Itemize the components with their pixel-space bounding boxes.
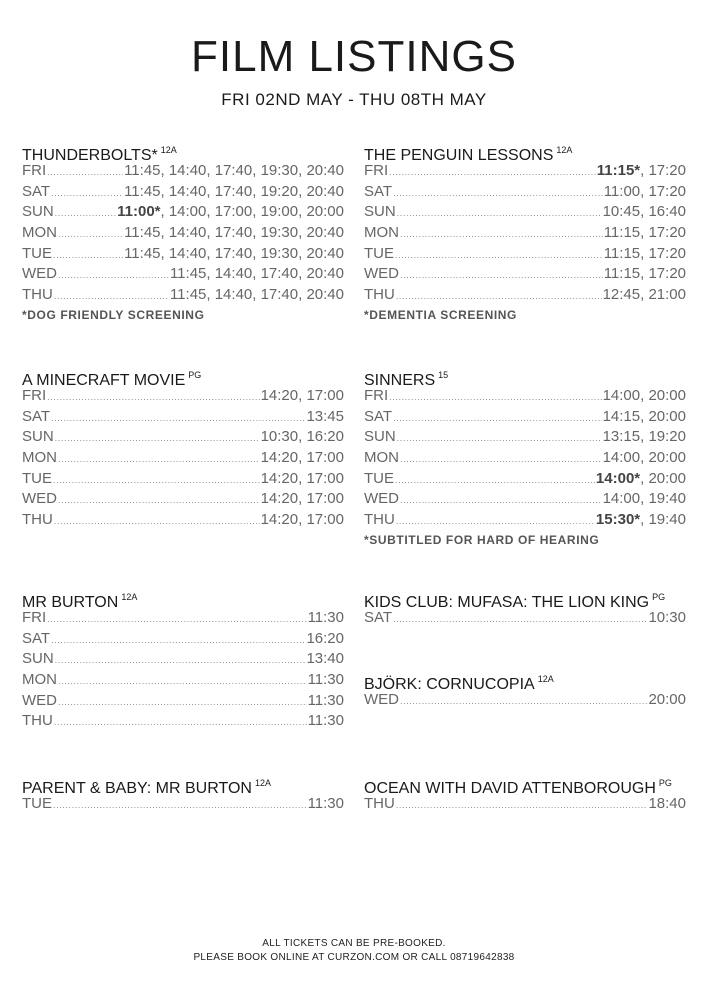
- showtime-list: 18:40: [648, 795, 686, 812]
- day-label: SAT: [364, 407, 393, 425]
- day-label: WED: [22, 265, 57, 283]
- day-label: FRI: [22, 387, 47, 404]
- showtime-list: 12:45, 21:00: [602, 286, 686, 304]
- showtimes: [648, 608, 686, 629]
- age-rating: 12A: [556, 145, 573, 155]
- showtime-row: [364, 489, 686, 510]
- showtimes: [604, 182, 686, 203]
- showtime-list: 14:15, 20:00: [602, 407, 686, 425]
- day-label: SUN: [22, 428, 54, 446]
- dot-leader: [397, 428, 602, 449]
- day-label: SAT: [22, 182, 51, 200]
- showtime-list: 11:30: [307, 795, 344, 812]
- showtime-list: 10:45, 16:40: [602, 203, 686, 221]
- film-title-text: MR BURTON: [22, 594, 119, 611]
- showtime-row: [364, 223, 686, 244]
- film-listing: [364, 669, 686, 711]
- showtimes: [124, 223, 344, 244]
- showtime-list: , 17:20: [640, 162, 686, 179]
- film-title-text: SINNERS: [364, 372, 436, 389]
- dot-leader: [54, 712, 307, 733]
- screening-note: *SUBTITLED FOR HARD OF HEARING: [364, 532, 600, 547]
- showtimes: [596, 510, 686, 531]
- dot-leader: [58, 692, 307, 713]
- dot-leader: [53, 470, 260, 491]
- day-label: MON: [22, 449, 57, 467]
- showtime-row: [364, 448, 686, 469]
- showtime-row: [22, 469, 344, 490]
- day-label: WED: [22, 490, 57, 508]
- age-rating: 12A: [160, 145, 177, 155]
- showtimes: [604, 223, 686, 244]
- showtime-row: [364, 244, 686, 265]
- age-rating: PG: [188, 370, 202, 380]
- day-label: MON: [22, 224, 57, 242]
- showtimes: [124, 244, 344, 265]
- day-label: FRI: [364, 162, 389, 179]
- showtimes: [124, 161, 344, 182]
- showtimes: [603, 427, 686, 448]
- dot-leader: [389, 162, 596, 183]
- showtimes: [124, 182, 344, 203]
- dot-leader: [58, 490, 260, 511]
- dot-leader: [58, 265, 169, 286]
- showtime-row: [364, 285, 686, 306]
- dot-leader: [395, 470, 595, 491]
- showtime-row: [22, 608, 344, 629]
- film-listing: [364, 587, 686, 629]
- showtime-row: [364, 608, 686, 629]
- dot-leader: [400, 449, 602, 470]
- dot-leader: [53, 245, 123, 266]
- dot-leader: [397, 203, 602, 224]
- showtime-row: [22, 448, 344, 469]
- dot-leader: [400, 265, 603, 286]
- showtime-row: [22, 691, 344, 712]
- showtimes: [308, 711, 344, 732]
- showtimes: [603, 489, 686, 510]
- showtimes: [308, 670, 344, 691]
- dot-leader: [393, 609, 647, 630]
- dot-leader: [393, 408, 602, 429]
- showtime-list: 13:45: [306, 407, 344, 425]
- showtime-list: 11:30: [307, 691, 344, 709]
- showtimes: [170, 285, 344, 306]
- showtime-list: 14:20, 17:00: [260, 469, 344, 487]
- day-label: SAT: [22, 407, 51, 425]
- showtime-list: 11:45, 14:40, 17:40, 19:30, 20:40: [124, 224, 344, 242]
- showtime-list: 13:15, 19:20: [602, 428, 686, 446]
- film-title: [364, 773, 686, 797]
- dot-leader: [55, 650, 306, 671]
- showtimes: [603, 386, 686, 407]
- dot-leader: [396, 795, 648, 816]
- showtime-row: [22, 202, 344, 223]
- showtime-row: [22, 386, 344, 407]
- day-label: SUN: [22, 203, 54, 221]
- day-label: TUE: [364, 244, 394, 262]
- day-label: FRI: [364, 387, 389, 404]
- dot-leader: [55, 428, 260, 449]
- film-title-text: A MINECRAFT MOVIE: [22, 372, 186, 389]
- showtimes: [604, 244, 686, 265]
- special-screening-time: 11:15*: [596, 162, 641, 179]
- showtimes: [117, 202, 344, 223]
- showtime-row: [22, 649, 344, 670]
- day-label: TUE: [22, 469, 52, 487]
- film-listing: [22, 587, 344, 732]
- showtime-list: 11:45, 14:40, 17:40, 19:20, 20:40: [124, 182, 344, 200]
- showtime-row: [22, 285, 344, 306]
- dot-leader: [389, 387, 601, 408]
- showtimes: [603, 407, 686, 428]
- day-label: WED: [364, 265, 399, 283]
- film-title-text: PARENT & BABY: MR BURTON: [22, 780, 252, 797]
- showtimes: [306, 407, 344, 428]
- film-title: [22, 773, 344, 797]
- age-rating: PG: [658, 778, 672, 788]
- showtime-list: 20:00: [648, 691, 686, 708]
- day-label: TUE: [22, 244, 52, 262]
- showtime-row: [364, 794, 686, 815]
- day-label: SUN: [364, 428, 396, 446]
- showtimes: [261, 427, 344, 448]
- showtime-row: [364, 427, 686, 448]
- age-rating: 12A: [254, 778, 271, 788]
- showtimes: [603, 285, 686, 306]
- showtime-row: [22, 427, 344, 448]
- dot-leader: [51, 183, 123, 204]
- showtime-row: [364, 510, 686, 531]
- showtimes: [261, 469, 344, 490]
- day-label: TUE: [22, 795, 52, 812]
- showtime-list: 11:30: [307, 712, 344, 730]
- age-rating: 15: [438, 370, 449, 380]
- showtime-row: [364, 202, 686, 223]
- showtime-list: 13:40: [306, 650, 344, 668]
- showtimes: [261, 448, 344, 469]
- showtimes: [306, 649, 344, 670]
- showtimes: [306, 629, 344, 650]
- showtime-list: 14:20, 17:00: [260, 449, 344, 467]
- showtime-row: [364, 386, 686, 407]
- day-label: WED: [22, 691, 57, 709]
- dot-leader: [51, 408, 305, 429]
- film-title: [22, 365, 344, 389]
- day-label: WED: [364, 490, 399, 508]
- footer: [0, 937, 708, 965]
- showtime-row: [22, 629, 344, 650]
- showtime-row: [22, 161, 344, 182]
- showtimes: [308, 691, 344, 712]
- showtime-row: [22, 182, 344, 203]
- showtime-list: 11:00, 17:20: [603, 182, 686, 200]
- showtime-row: [22, 244, 344, 265]
- page-title: FILM LISTINGS: [191, 32, 517, 81]
- film-title: [364, 669, 686, 693]
- day-label: THU: [22, 511, 53, 529]
- showtime-list: 11:15, 17:20: [603, 224, 686, 242]
- showtime-list: 14:00, 20:00: [602, 449, 686, 467]
- date-range: FRI 02ND MAY - THU 08TH MAY: [221, 90, 487, 109]
- day-label: THU: [364, 286, 395, 304]
- film-title: [22, 140, 344, 164]
- showtime-row: [22, 489, 344, 510]
- showtime-list: 14:20, 17:00: [260, 387, 344, 404]
- special-screening-time: 11:00*: [117, 203, 161, 221]
- showtime-row: [22, 407, 344, 428]
- dot-leader: [47, 387, 259, 408]
- dot-leader: [400, 691, 647, 712]
- film-title-text: THE PENGUIN LESSONS: [364, 147, 554, 164]
- film-listing: [364, 773, 686, 815]
- showtime-list: 11:45, 14:40, 17:40, 20:40: [169, 286, 344, 304]
- film-title: [364, 140, 686, 164]
- showtimes: [597, 161, 686, 182]
- film-title: [364, 587, 686, 611]
- showtimes: [308, 608, 344, 629]
- special-screening-time: 14:00*: [595, 469, 641, 487]
- age-rating: 12A: [537, 674, 554, 684]
- dot-leader: [400, 490, 602, 511]
- showtime-row: [22, 510, 344, 531]
- showtime-list: 14:20, 17:00: [260, 511, 344, 529]
- showtimes: [261, 489, 344, 510]
- showtime-list: 14:00, 19:40: [602, 490, 686, 508]
- showtime-list: , 20:00: [640, 469, 686, 487]
- showtime-row: [364, 182, 686, 203]
- screening-note: *DEMENTIA SCREENING: [364, 307, 517, 322]
- showtime-row: [364, 690, 686, 711]
- showtime-list: 10:30: [648, 609, 686, 626]
- dot-leader: [396, 511, 595, 532]
- film-title-text: THUNDERBOLTS*: [22, 147, 158, 164]
- film-title-text: OCEAN WITH DAVID ATTENBOROUGH: [364, 780, 656, 797]
- day-label: FRI: [22, 162, 47, 179]
- day-label: THU: [364, 795, 395, 812]
- day-label: MON: [364, 224, 399, 242]
- footer-contact: PLEASE BOOK ONLINE AT CURZON.COM OR CALL 08719642838: [193, 952, 515, 963]
- showtime-list: 11:15, 17:20: [603, 244, 686, 262]
- showtime-list: 11:15, 17:20: [603, 265, 686, 283]
- showtime-list: 11:45, 14:40, 17:40, 19:30, 20:40: [124, 162, 344, 179]
- showtimes: [261, 510, 344, 531]
- footer-booking-note: ALL TICKETS CAN BE PRE-BOOKED.: [262, 938, 446, 949]
- dot-leader: [54, 286, 169, 307]
- showtimes: [308, 794, 344, 815]
- dot-leader: [393, 183, 603, 204]
- showtimes: [603, 202, 686, 223]
- showtimes: [603, 448, 686, 469]
- screening-note: *DOG FRIENDLY SCREENING: [22, 307, 205, 322]
- special-screening-time: 15:30*: [595, 511, 641, 529]
- day-label: SUN: [364, 203, 396, 221]
- showtime-list: 11:30: [307, 671, 344, 689]
- day-label: WED: [364, 691, 399, 708]
- film-title: [22, 587, 344, 611]
- showtime-list: 10:30, 16:20: [260, 428, 344, 446]
- day-label: TUE: [364, 469, 394, 487]
- showtimes: [261, 386, 344, 407]
- showtime-row: [364, 161, 686, 182]
- day-label: SAT: [364, 609, 393, 626]
- film-listing: [22, 365, 344, 531]
- age-rating: 12A: [121, 592, 138, 602]
- day-label: THU: [22, 712, 53, 730]
- showtime-row: [364, 469, 686, 490]
- day-label: THU: [364, 511, 395, 529]
- showtime-row: [364, 407, 686, 428]
- dot-leader: [396, 286, 602, 307]
- showtime-list: 11:45, 14:40, 17:40, 20:40: [169, 265, 344, 283]
- showtime-list: , 14:00, 17:00, 19:00, 20:00: [160, 203, 344, 221]
- day-label: MON: [22, 671, 57, 689]
- day-label: FRI: [22, 609, 47, 626]
- dot-leader: [400, 224, 603, 245]
- film-title: [364, 365, 686, 389]
- day-label: MON: [364, 449, 399, 467]
- dot-leader: [53, 795, 307, 816]
- showtimes: [170, 264, 344, 285]
- age-rating: PG: [652, 592, 666, 602]
- dot-leader: [55, 203, 116, 224]
- film-listing: [364, 140, 686, 323]
- dot-leader: [47, 162, 123, 183]
- showtimes: [648, 794, 686, 815]
- showtime-list: 16:20: [306, 629, 344, 647]
- showtime-list: 14:20, 17:00: [260, 490, 344, 508]
- showtime-row: [22, 794, 344, 815]
- dot-leader: [58, 449, 260, 470]
- dot-leader: [47, 609, 306, 630]
- showtimes: [648, 690, 686, 711]
- day-label: THU: [22, 286, 53, 304]
- dot-leader: [58, 671, 307, 692]
- showtime-row: [22, 264, 344, 285]
- showtime-row: [364, 264, 686, 285]
- showtimes: [596, 469, 686, 490]
- showtime-row: [22, 223, 344, 244]
- film-listing: [364, 365, 686, 548]
- showtime-row: [22, 711, 344, 732]
- day-label: SAT: [364, 182, 393, 200]
- dot-leader: [51, 630, 305, 651]
- dot-leader: [395, 245, 603, 266]
- dot-leader: [54, 511, 260, 532]
- film-title-text: BJÖRK: CORNUCOPIA: [364, 676, 535, 693]
- showtime-list: 11:45, 14:40, 17:40, 19:30, 20:40: [124, 244, 344, 262]
- day-label: SAT: [22, 629, 51, 647]
- day-label: SUN: [22, 650, 54, 668]
- showtime-list: , 19:40: [640, 511, 686, 529]
- dot-leader: [58, 224, 123, 245]
- showtime-list: 11:30: [307, 609, 344, 626]
- showtime-list: 14:00, 20:00: [602, 387, 686, 404]
- film-listing: [22, 773, 344, 815]
- film-title-text: KIDS CLUB: MUFASA: THE LION KING: [364, 594, 650, 611]
- showtimes: [604, 264, 686, 285]
- showtime-row: [22, 670, 344, 691]
- film-listing: [22, 140, 344, 323]
